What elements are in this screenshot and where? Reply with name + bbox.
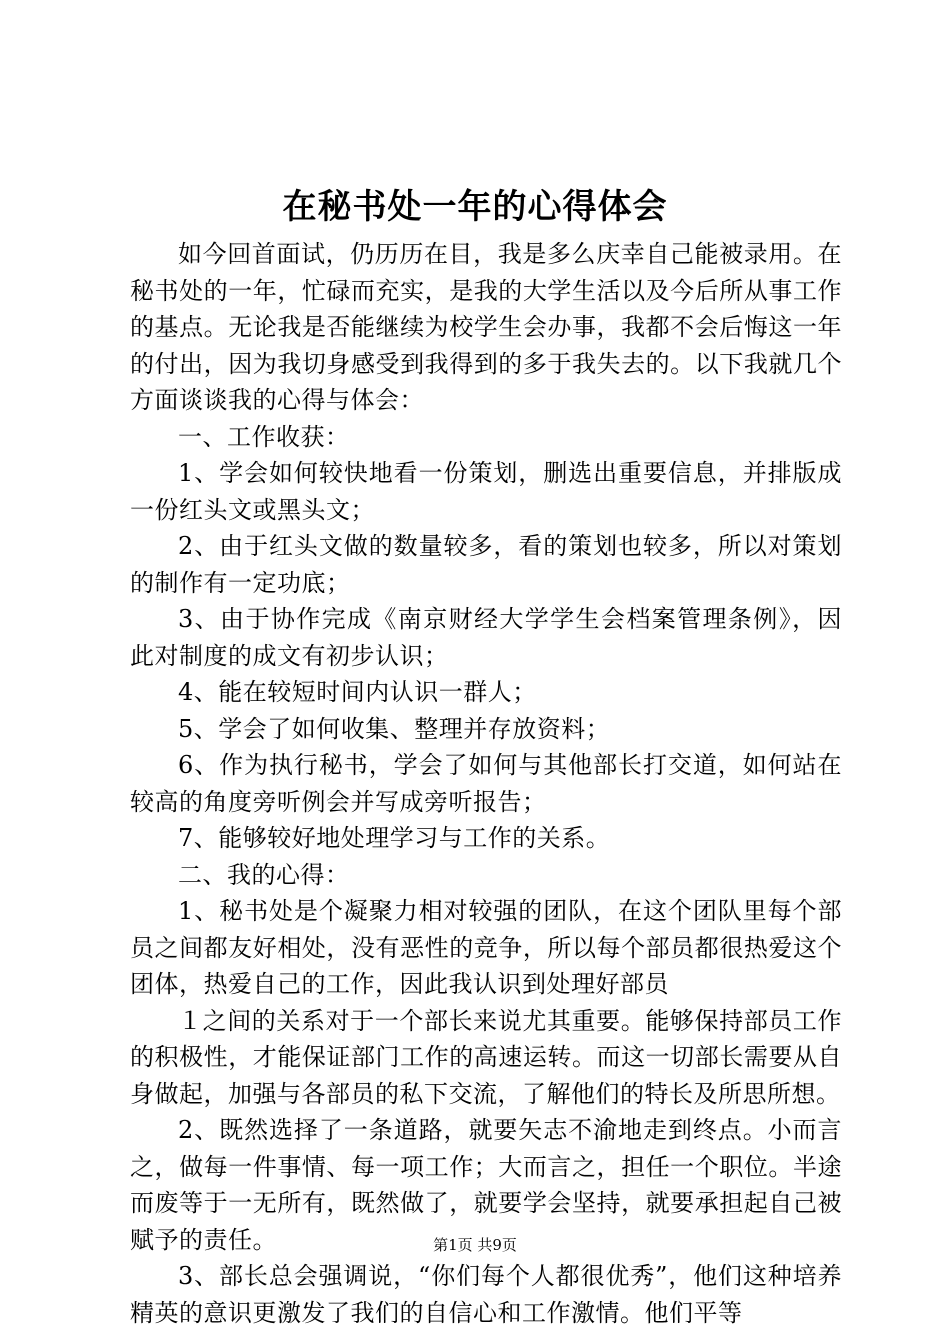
paragraph-intro: 如今回首面试，仍历历在目，我是多么庆幸自己能被录用。在秘书处的一年，忙碌而充实，是我的大学生活以及今后所从事工作的基点。无论我是否能继续为校学生会办事，我都不会后悔这一年的付出，因为我切身感受到我得到的多于我失去的。以下我就几个方面谈谈我的心得与体会： bbox=[130, 240, 842, 414]
list-item: 5、学会了如何收集、整理并存放资料； bbox=[178, 714, 611, 743]
list-item: 2、由于红头文做的数量较多，看的策划也较多，所以对策划的制作有一定功底； bbox=[130, 532, 842, 597]
page-footer: 第1页 共9页 bbox=[433, 1236, 517, 1254]
list-item: 4、能在较短时间内认识一群人； bbox=[178, 678, 537, 706]
section-heading-insights: 二、我的心得： bbox=[178, 860, 350, 889]
list-item: 7、能够较好地处理学习与工作的关系。 bbox=[178, 824, 611, 852]
list-item: 2、既然选择了一条道路，就要矢志不渝地走到终点。小而言之，做每一件事情、每一项工作；大而言之，担任一个职位。半途而废等于一无所有，既然做了，就要学会坚持，就要承担起自己被赋予的责任。 bbox=[130, 1116, 842, 1254]
list-item: 1、学会如何较快地看一份策划，删选出重要信息，并排版成一份红头文或黑头文； bbox=[130, 459, 842, 524]
list-item: １之间的关系对于一个部长来说尤其重要。能够保持部员工作的积极性，才能保证部门工作的高速运转。而这一切部长需要从自身做起，加强与各部员的私下交流，了解他们的特长及所思所想。 bbox=[130, 1006, 842, 1108]
list-item: 1、秘书处是个凝聚力相对较强的团队，在这个团队里每个部员之间都友好相处，没有恶性的竞争，所以每个部员都很热爱这个团体，热爱自己的工作，因此我认识到处理好部员 bbox=[130, 897, 842, 998]
list-item: 3、由于协作完成《南京财经大学学生会档案管理条例》，因此对制度的成文有初步认识； bbox=[130, 605, 842, 670]
list-item: 6、作为执行秘书，学会了如何与其他部长打交道，如何站在较高的角度旁听例会并写成旁听报告； bbox=[130, 751, 842, 816]
section-heading-work-gains: 一、工作收获： bbox=[178, 422, 350, 451]
document-body bbox=[130, 236, 842, 1331]
document-title: 在秘书处一年的心得体会 bbox=[282, 187, 668, 227]
list-item: 3、部长总会强调说，“你们每个人都很优秀”，他们这种培养精英的意识更激发了我们的自信心和工作激情。他们平等 bbox=[130, 1262, 842, 1327]
